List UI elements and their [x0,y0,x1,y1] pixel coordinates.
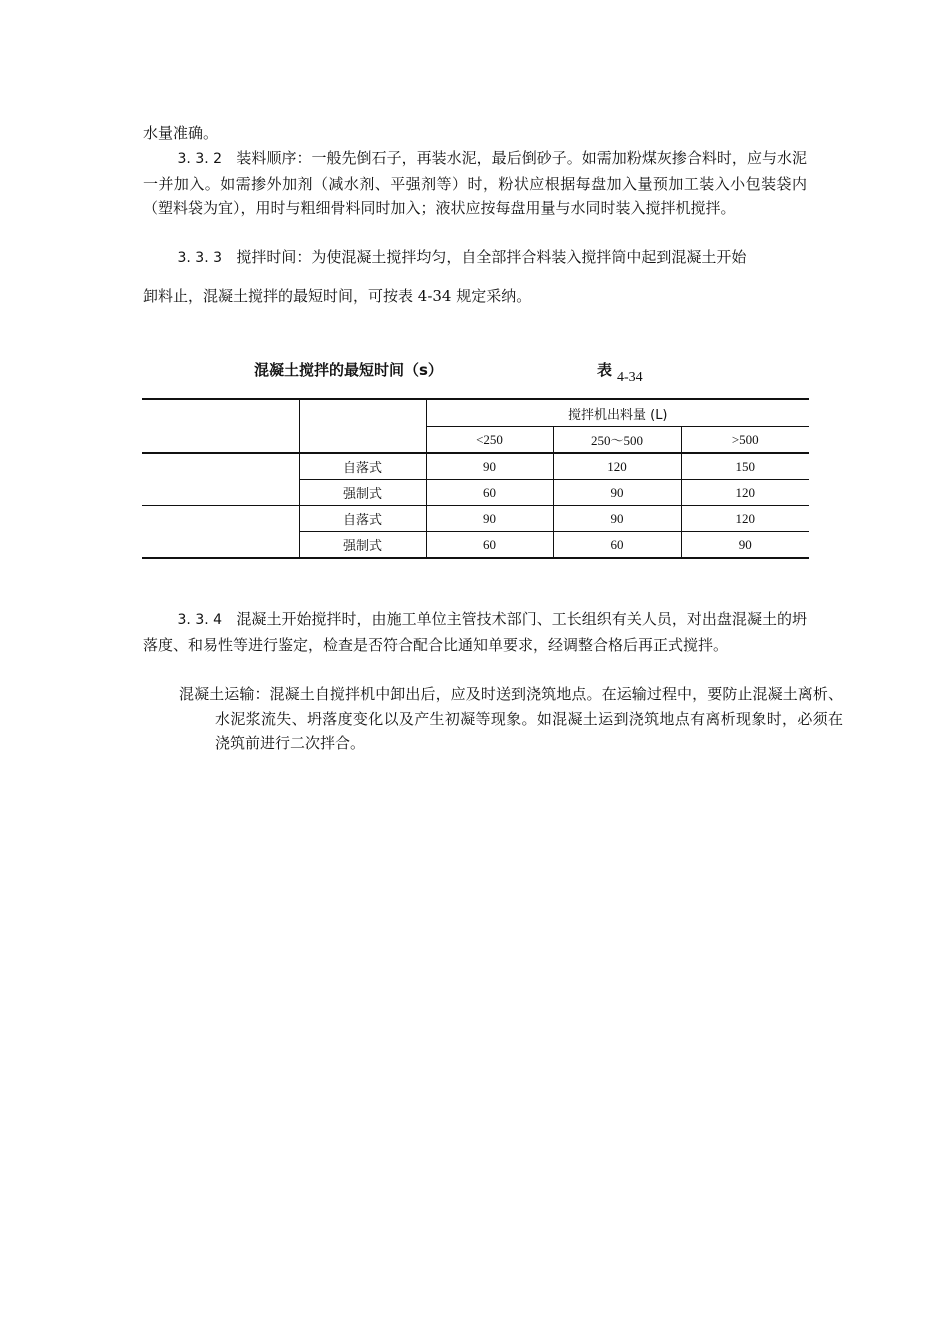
table-header-row [142,399,809,427]
paragraph-text: 混凝土运输：混凝土自搅拌机中卸出后，应及时送到浇筑地点。在运输过程中，要防止混凝土离析、水泥浆流失、坍落度变化以及产生初凝等现象。如混凝土运到浇筑地点有离析现象时，必须在浇筑前进行二次拌合。 [179,685,843,752]
mixer-type-cell: 自落式 [299,453,426,480]
paragraph-text: 混凝土开始搅拌时，由施工单位主管技术部门、工长组织有关人员，对出盘混凝土的坍落度、和易性等进行鉴定，检查是否符合配合比通知单要求，经调整合格后再正式搅拌。 [143,610,807,654]
table-row [142,506,809,532]
paragraph-3-3-2 [143,146,807,221]
mixer-type-cell: 强制式 [299,532,426,559]
col-header: <250 [426,427,553,454]
value-cell: 120 [681,506,809,532]
col-header: >500 [681,427,809,454]
group-label-cell [142,453,299,506]
value-cell: 60 [426,532,553,559]
table-caption: 混凝土搅拌的最短时间（s） [254,361,443,379]
paragraph-3-3-4 [143,607,807,657]
col-header: 250～500 [553,427,681,454]
section-number: 3. 3. 2 [177,151,223,167]
value-cell: 90 [553,480,681,506]
paragraph-continuation [143,121,807,146]
section-number: 3. 3. 3 [177,250,223,266]
output-volume-header: 搅拌机出料量 (L) [426,399,809,427]
mixer-type-cell: 强制式 [299,480,426,506]
paragraph-concrete-transport [179,682,843,756]
paragraph-text: 装料顺序：一般先倒石子，再装水泥，最后倒砂子。如需加粉煤灰掺合料时，应与水泥一并加入。如需掺外加剂（减水剂、平强剂等）时，粉状应根据每盘加入量预加工装入小包装袋内（塑料袋为宜），用时与粗细骨料同时加入；液状应按每盘用量与水同时装入搅拌机搅拌。 [143,149,807,217]
value-cell: 150 [681,453,809,480]
paragraph-text: 水量准确。 [143,124,219,142]
value-cell: 90 [681,532,809,559]
header-empty-cell [299,399,426,453]
mixer-type-cell: 自落式 [299,506,426,532]
value-cell: 90 [553,506,681,532]
paragraph-3-3-3 [143,245,807,271]
mixing-time-table [142,398,809,559]
table-row [142,453,809,480]
header-empty-cell [142,399,299,453]
group-label-cell [142,506,299,559]
paragraph-3-3-3-continued [143,284,807,309]
section-number: 3. 3. 4 [177,612,223,628]
value-cell: 90 [426,506,553,532]
paragraph-text: 卸料止，混凝土搅拌的最短时间，可按表 4-34 规定采纳。 [143,287,532,305]
value-cell: 60 [426,480,553,506]
value-cell: 60 [553,532,681,559]
table-caption-label: 表 [597,361,613,379]
value-cell: 120 [553,453,681,480]
table-number: 4-34 [617,370,643,385]
paragraph-text: 搅拌时间：为使混凝土搅拌均匀，自全部拌合料装入搅拌筒中起到混凝土开始 [236,248,747,266]
value-cell: 120 [681,480,809,506]
value-cell: 90 [426,453,553,480]
